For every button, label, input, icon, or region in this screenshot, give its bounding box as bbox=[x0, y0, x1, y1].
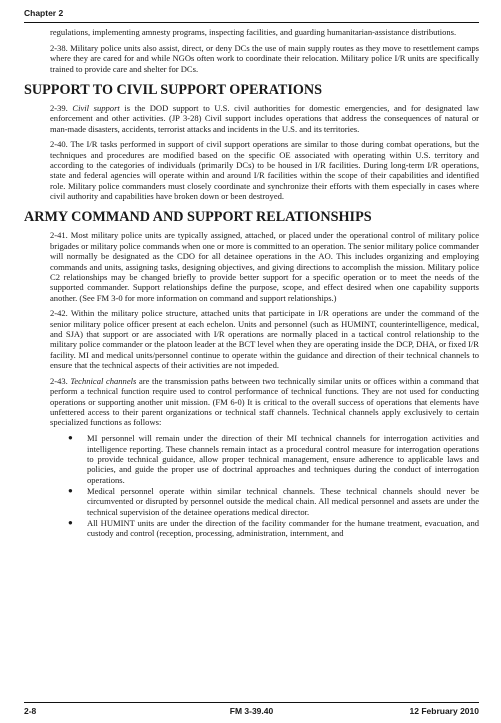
paragraph-2-43 bbox=[50, 376, 479, 428]
defined-term: Civil support bbox=[72, 102, 120, 113]
paragraph-2-40: 2-40. The I/R tasks performed in support of civil support operations are similar to those during combat operations, but the techniques and procedures are modified based on the specific OE associated with operating within U.S. territory and according to the categories of individuals (primarily DCs) to be housed in I/R facilities. During long-term I/R operations, state and federal agencies will operate within and around I/R facilities within the scope of their capabilities and identified role. Military police commanders must closely coordinate and synchronize their efforts with them especially in cases where civil authority and capabilities have broken down or been destroyed. bbox=[50, 139, 479, 202]
list-item-text: MI personnel will remain under the direction of their MI technical channels for interrogation activities and intelligence reporting. These channels remain intact as a procedural control measure for interrogation operations to provide technical guidance, allow proper technical management, ensure adherence to applicable laws and policies, and guide the proper use of doctrinal approaches and techniques during the conduct of interrogation operations. bbox=[87, 433, 479, 485]
section-heading-civil-support: SUPPORT TO CIVIL SUPPORT OPERATIONS bbox=[24, 81, 323, 98]
list-item bbox=[50, 486, 479, 517]
chapter-header: Chapter 2 bbox=[24, 8, 64, 18]
paragraph-2-38: 2-38. Military police units also assist, direct, or deny DCs the use of main supply routes as they move to resettlement camps where they are cared for and while NGOs often work to coordinate their relocation. Military police I/R units are specifically trained to provide care and shelter for DCs. bbox=[50, 42, 479, 74]
footer-rule bbox=[24, 702, 479, 703]
page-footer bbox=[24, 706, 479, 716]
publication-date: 12 February 2010 bbox=[409, 706, 479, 716]
header-rule bbox=[24, 22, 479, 23]
page-body bbox=[24, 27, 480, 540]
paragraph-text: are the transmission paths between two technically similar units or offices within a command that perform a technical function require used to control performance of technical functions. They are not used for conducting operations or supporting another unit mission. (FM 6-0) It is critical to the overall success of operations that elements have unfettered access to their parent organizations or technical staff channels. Technical channels apply exclusively to certain specialized functions as follows: bbox=[50, 375, 480, 428]
bullet-icon: ● bbox=[68, 485, 73, 495]
bullet-icon: ● bbox=[68, 517, 73, 527]
paragraph-continued: regulations, implementing amnesty programs, inspecting facilities, and guarding humanitarian-assistance distributions. bbox=[50, 27, 457, 37]
paragraph-2-41: 2-41. Most military police units are typically assigned, attached, or placed under the operational control of military police brigades or military police commands when one or more is committed to an operation. The senior military police commander will normally be designated as the CDO for all detainee operations in the AO. This includes organizing and employing commands and units, assigning tasks, designing objectives, and giving directions to accomplish the mission. Military police C2 relationships may be changed briefly to provide better support for a specific operation or to meet the needs of the supported commander. Support relationships define the purpose, scope, and effect desired when one capability supports another. (See FM 3-0 for more information on command and support relationships.) bbox=[50, 230, 479, 303]
bullet-list bbox=[50, 433, 479, 538]
paragraph-number: 2-39. bbox=[50, 102, 68, 113]
bullet-icon: ● bbox=[68, 433, 73, 443]
section-heading-command-support: ARMY COMMAND AND SUPPORT RELATIONSHIPS bbox=[24, 209, 372, 226]
page-number: 2-8 bbox=[24, 706, 37, 716]
paragraph-2-39 bbox=[50, 103, 479, 134]
list-item bbox=[50, 433, 479, 485]
defined-term: Technical channels bbox=[70, 375, 137, 386]
list-item-text: All HUMINT units are under the direction of the facility commander for the humane treatment, evacuation, and custody and control (reception, processing, administration, internment, and bbox=[87, 517, 479, 539]
manual-number: FM 3-39.40 bbox=[229, 706, 274, 716]
paragraph-text: is the DOD support to U.S. civil authorities for domestic emergencies, and for designated law enforcement and other activities. (JP 3-28) Civil support includes operations that address the consequences of natural or man-made disasters, accidents, terrorist attacks and incidents in the U.S. and its territories. bbox=[50, 102, 479, 134]
list-item bbox=[50, 518, 479, 539]
paragraph-number: 2-43. bbox=[50, 375, 68, 386]
list-item-text: Medical personnel operate within similar technical channels. These technical channels should never be circumvented or disrupted by personnel outside the medical chain. All medical personnel and assets are under the technical supervision of the detainee operations medical director. bbox=[87, 485, 479, 517]
paragraph-2-42: 2-42. Within the military police structure, attached units that participate in I/R operations are under the command of the senior military police officer present at each echelon. Units and personnel (such as HUMINT, counterintelligence, medical, and SJA) that support or are associated with I/R operations are normally placed in a tactical control relationship to the military police commander or the platoon leader at the BCT level when they are operating inside the DCP, DHA, or fixed I/R facility. MI and medical units/personnel continue to operate within the guidance and direction of their technical channels to ensure that the technical aspects of their activities are not impeded. bbox=[50, 308, 479, 371]
